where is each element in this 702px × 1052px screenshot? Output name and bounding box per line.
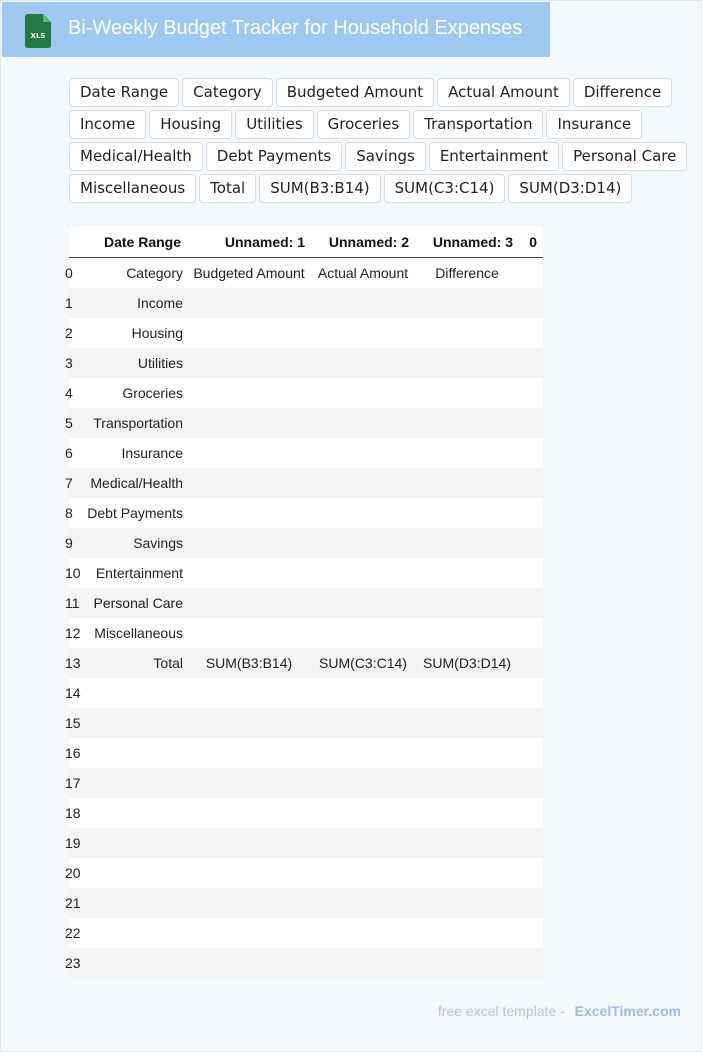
table-row: [69, 468, 543, 498]
column-chip[interactable]: Income: [69, 110, 146, 139]
value-cell: [311, 348, 415, 378]
category-cell: [81, 828, 187, 858]
value-cell: [311, 708, 415, 738]
value-cell: [415, 798, 519, 828]
row-index: [65, 798, 81, 828]
value-cell: [311, 678, 415, 708]
value-cell: Difference: [415, 258, 519, 289]
table-row: [69, 588, 543, 618]
value-cell: [187, 378, 311, 408]
value-cell: [415, 918, 519, 948]
category-cell: Entertainment: [81, 558, 187, 588]
value-cell: [415, 348, 519, 378]
empty-cell: [519, 708, 543, 738]
value-cell: [311, 768, 415, 798]
table-header-row: [69, 227, 543, 258]
category-cell: [81, 708, 187, 738]
category-cell: Total: [81, 648, 187, 678]
value-cell: [311, 468, 415, 498]
table-row: [69, 348, 543, 378]
category-cell: [81, 738, 187, 768]
row-index-label: 7: [65, 475, 73, 491]
table-row: [69, 648, 543, 678]
row-index: [65, 678, 81, 708]
footer-credit: [438, 1003, 681, 1019]
column-chip[interactable]: Category: [182, 78, 273, 107]
table-row: [69, 318, 543, 348]
row-index: [65, 438, 81, 468]
row-index: [65, 738, 81, 768]
value-cell: [311, 828, 415, 858]
value-cell: [311, 798, 415, 828]
empty-cell: [519, 438, 543, 468]
value-cell: [415, 858, 519, 888]
column-chip[interactable]: Savings: [345, 142, 426, 171]
column-chip[interactable]: SUM(C3:C14): [384, 174, 506, 203]
value-cell: [415, 618, 519, 648]
footer-brand-link[interactable]: ExcelTimer.com: [574, 1003, 681, 1019]
empty-cell: [519, 918, 543, 948]
table-row: [69, 918, 543, 948]
column-chip[interactable]: Difference: [573, 78, 672, 107]
category-cell: [81, 678, 187, 708]
value-cell: [415, 948, 519, 978]
row-index-label: 16: [65, 745, 81, 761]
value-cell: [311, 378, 415, 408]
column-chip[interactable]: Transportation: [413, 110, 543, 139]
row-index: [65, 258, 81, 289]
value-cell: [311, 288, 415, 318]
category-cell: Income: [81, 288, 187, 318]
empty-cell: [519, 318, 543, 348]
row-index: [65, 708, 81, 738]
value-cell: [415, 288, 519, 318]
value-cell: [415, 558, 519, 588]
column-chip[interactable]: Date Range: [69, 78, 179, 107]
value-cell: [187, 678, 311, 708]
row-index: [65, 318, 81, 348]
category-cell: Transportation: [81, 408, 187, 438]
row-index-label: 10: [65, 565, 81, 581]
row-index-label: 6: [65, 445, 73, 461]
value-cell: [415, 378, 519, 408]
table-row: [69, 378, 543, 408]
empty-cell: [519, 528, 543, 558]
value-cell: [187, 288, 311, 318]
row-index: [65, 288, 81, 318]
column-header: Date Range: [81, 227, 187, 258]
category-cell: Savings: [81, 528, 187, 558]
empty-cell: [519, 558, 543, 588]
value-cell: [187, 468, 311, 498]
empty-cell: [519, 378, 543, 408]
value-cell: [311, 738, 415, 768]
row-index: [65, 828, 81, 858]
column-chip[interactable]: Entertainment: [429, 142, 559, 171]
table-row: [69, 558, 543, 588]
page-title: Bi-Weekly Budget Tracker for Household Expenses: [68, 17, 523, 39]
row-index-label: 4: [65, 385, 73, 401]
row-index-label: 21: [65, 895, 81, 911]
value-cell: [187, 888, 311, 918]
row-index-label: 3: [65, 355, 73, 371]
data-table: [65, 227, 543, 978]
value-cell: [187, 498, 311, 528]
table-row: [69, 618, 543, 648]
table-row: [69, 858, 543, 888]
row-index: [65, 468, 81, 498]
table-row: [69, 528, 543, 558]
row-index-label: 9: [65, 535, 73, 551]
value-cell: [415, 828, 519, 858]
column-header: Unnamed: 2: [311, 227, 415, 258]
value-cell: [311, 948, 415, 978]
column-chip[interactable]: Insurance: [546, 110, 642, 139]
table-row: [69, 798, 543, 828]
category-cell: Groceries: [81, 378, 187, 408]
column-chip[interactable]: Personal Care: [562, 142, 687, 171]
category-cell: Debt Payments: [81, 498, 187, 528]
table-row: [69, 708, 543, 738]
value-cell: [187, 858, 311, 888]
row-index-label: 5: [65, 415, 73, 431]
category-cell: Category: [81, 258, 187, 289]
category-cell: Miscellaneous: [81, 618, 187, 648]
empty-cell: [519, 828, 543, 858]
column-chip[interactable]: Total: [199, 174, 256, 203]
value-cell: [311, 528, 415, 558]
value-cell: [311, 888, 415, 918]
value-cell: [311, 558, 415, 588]
row-index: [65, 588, 81, 618]
empty-cell: [519, 948, 543, 978]
value-cell: [311, 588, 415, 618]
value-cell: [415, 708, 519, 738]
table-row: [69, 438, 543, 468]
value-cell: [311, 618, 415, 648]
row-index: [65, 528, 81, 558]
value-cell: [187, 408, 311, 438]
value-cell: [311, 408, 415, 438]
category-cell: Insurance: [81, 438, 187, 468]
value-cell: [187, 348, 311, 378]
value-cell: Actual Amount: [311, 258, 415, 289]
row-index: [65, 618, 81, 648]
empty-cell: [519, 498, 543, 528]
row-index-label: 8: [65, 505, 73, 521]
table-row: [69, 738, 543, 768]
value-cell: [415, 468, 519, 498]
category-cell: Housing: [81, 318, 187, 348]
value-cell: [415, 678, 519, 708]
category-cell: Medical/Health: [81, 468, 187, 498]
value-cell: SUM(B3:B14): [187, 648, 311, 678]
value-cell: Budgeted Amount: [187, 258, 311, 289]
value-cell: [187, 708, 311, 738]
value-cell: [187, 618, 311, 648]
row-index-label: 2: [65, 325, 73, 341]
column-chips: [69, 78, 689, 203]
value-cell: SUM(C3:C14): [311, 648, 415, 678]
column-chip[interactable]: SUM(D3:D14): [508, 174, 632, 203]
table-row: [69, 828, 543, 858]
value-cell: [415, 768, 519, 798]
row-index-label: 17: [65, 775, 81, 791]
column-chip[interactable]: Budgeted Amount: [276, 78, 434, 107]
empty-cell: [519, 678, 543, 708]
value-cell: [187, 738, 311, 768]
value-cell: [187, 798, 311, 828]
row-index: [65, 948, 81, 978]
empty-cell: [519, 258, 543, 289]
row-index: [65, 348, 81, 378]
column-header: Unnamed: 3: [415, 227, 519, 258]
empty-cell: [519, 408, 543, 438]
value-cell: [311, 318, 415, 348]
value-cell: [415, 318, 519, 348]
title-bar: [2, 2, 550, 57]
value-cell: [311, 498, 415, 528]
row-index: [65, 918, 81, 948]
row-index-label: 1: [65, 295, 73, 311]
value-cell: [187, 588, 311, 618]
row-index-label: 23: [65, 955, 81, 971]
row-index-label: 22: [65, 925, 81, 941]
row-index-label: 13: [65, 655, 81, 671]
category-cell: [81, 858, 187, 888]
row-index-label: 14: [65, 685, 81, 701]
value-cell: [415, 408, 519, 438]
empty-cell: [519, 618, 543, 648]
column-chip[interactable]: Medical/Health: [69, 142, 203, 171]
empty-cell: [519, 768, 543, 798]
value-cell: [187, 768, 311, 798]
category-cell: [81, 888, 187, 918]
table-row: [69, 678, 543, 708]
footer-text: free excel template -: [437, 1003, 565, 1019]
row-index: [65, 558, 81, 588]
value-cell: [415, 438, 519, 468]
column-chip[interactable]: SUM(B3:B14): [259, 174, 380, 203]
row-index: [65, 768, 81, 798]
table-row: [69, 288, 543, 318]
table-row: [69, 498, 543, 528]
value-cell: [415, 528, 519, 558]
category-cell: [81, 918, 187, 948]
empty-cell: [519, 858, 543, 888]
value-cell: [187, 558, 311, 588]
empty-cell: [519, 588, 543, 618]
row-index-label: 15: [65, 715, 81, 731]
row-index: [65, 858, 81, 888]
category-cell: Utilities: [81, 348, 187, 378]
value-cell: SUM(D3:D14): [415, 648, 519, 678]
row-index: [65, 408, 81, 438]
category-cell: [81, 948, 187, 978]
column-chip[interactable]: Housing: [149, 110, 232, 139]
value-cell: [187, 528, 311, 558]
row-index-label: 19: [65, 835, 81, 851]
row-index-label: 0: [65, 265, 73, 281]
table-row: [69, 888, 543, 918]
column-header: Unnamed: 1: [187, 227, 311, 258]
value-cell: [415, 888, 519, 918]
value-cell: [311, 438, 415, 468]
column-chip[interactable]: Debt Payments: [206, 142, 342, 171]
table-row: [69, 948, 543, 978]
column-chip[interactable]: Groceries: [317, 110, 411, 139]
row-index-label: 11: [65, 595, 80, 611]
value-cell: [415, 588, 519, 618]
value-cell: [187, 948, 311, 978]
column-header: [69, 227, 81, 258]
row-index-label: 18: [65, 805, 81, 821]
value-cell: [311, 858, 415, 888]
row-index-label: 12: [65, 625, 81, 641]
column-chip[interactable]: Utilities: [235, 110, 313, 139]
empty-cell: [519, 648, 543, 678]
category-cell: Personal Care: [81, 588, 187, 618]
empty-cell: [519, 888, 543, 918]
empty-cell: [519, 348, 543, 378]
value-cell: [187, 918, 311, 948]
table-row: [69, 408, 543, 438]
value-cell: [415, 738, 519, 768]
table-row: [69, 768, 543, 798]
row-index: [65, 888, 81, 918]
value-cell: [187, 438, 311, 468]
column-header: 0: [519, 227, 543, 258]
empty-cell: [519, 798, 543, 828]
value-cell: [187, 318, 311, 348]
row-index-label: 20: [65, 865, 81, 881]
empty-cell: [519, 738, 543, 768]
row-index: [65, 648, 81, 678]
category-cell: [81, 768, 187, 798]
xls-file-icon: [24, 14, 52, 48]
value-cell: [187, 828, 311, 858]
row-index: [65, 378, 81, 408]
value-cell: [415, 498, 519, 528]
empty-cell: [519, 288, 543, 318]
row-index: [65, 498, 81, 528]
column-chip[interactable]: Actual Amount: [437, 78, 570, 107]
empty-cell: [519, 468, 543, 498]
value-cell: [311, 918, 415, 948]
category-cell: [81, 798, 187, 828]
column-chip[interactable]: Miscellaneous: [69, 174, 196, 203]
xls-icon-label: XLS: [30, 32, 46, 40]
table-row: [69, 258, 543, 289]
